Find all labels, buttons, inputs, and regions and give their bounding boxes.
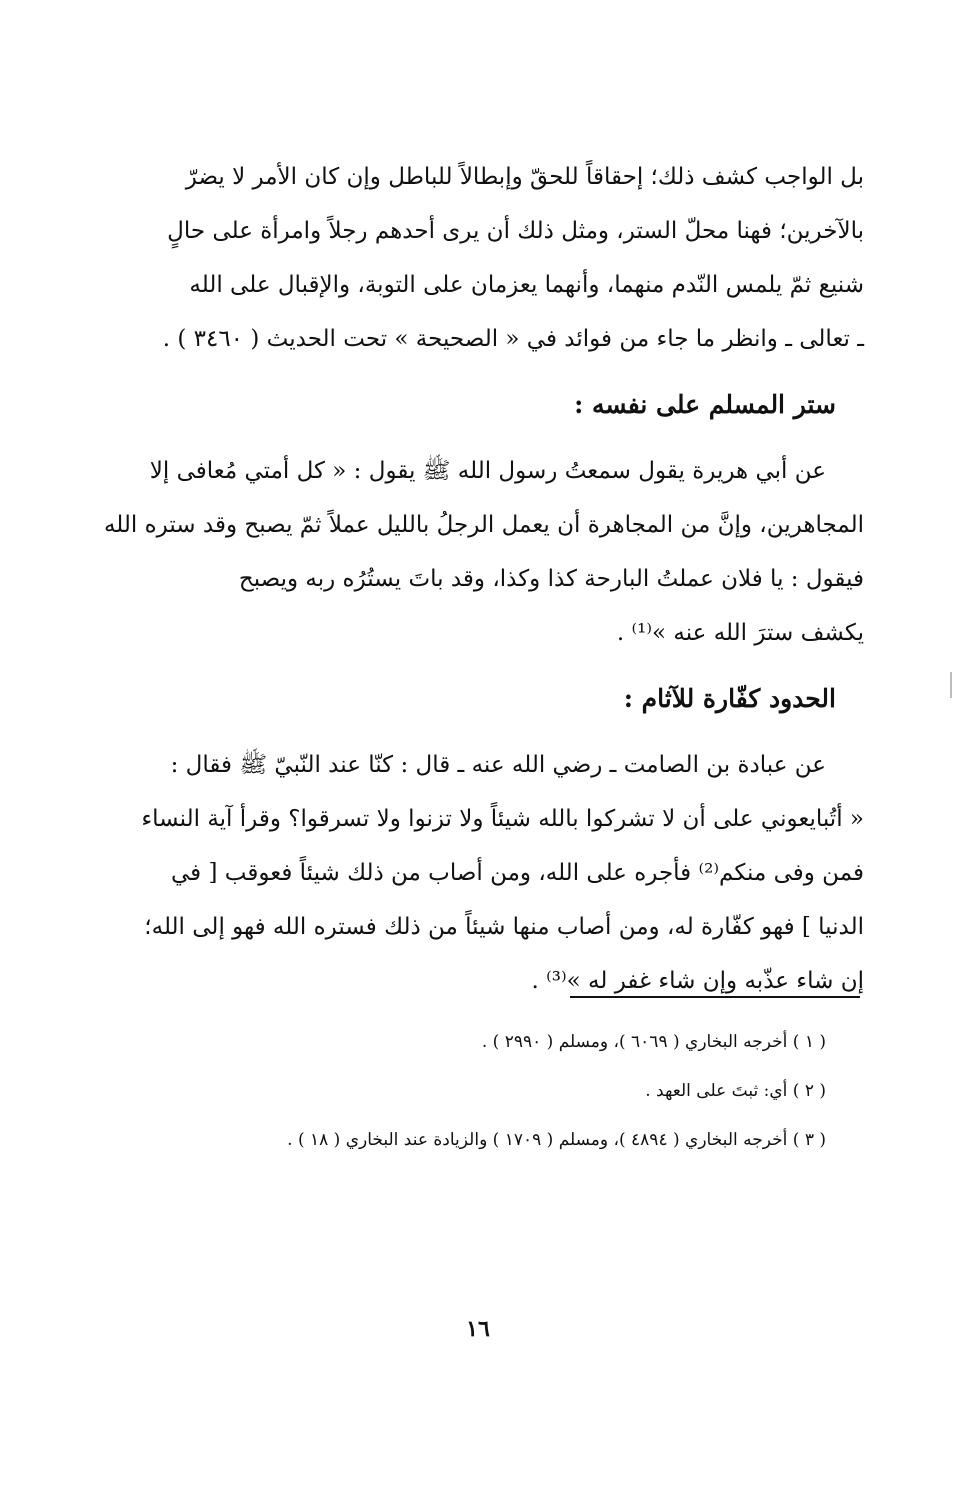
section-heading: الحدود كفّارة للآثام :: [623, 684, 836, 713]
text-line: إن شاء عذّبه وإن شاء غفر له »⁽³⁾ .: [531, 968, 864, 994]
text-line: فمن وفى منكم⁽²⁾ فأجره على الله، ومن أصاب من ذلك شيئاً فعوقب [ في: [171, 860, 864, 886]
text-line: عن عبادة بن الصامت ـ رضي الله عنه ـ قال : كنّا عند النّبيّ ﷺ فقال :: [170, 752, 826, 778]
text-line: شنيع ثمّ يلمس النّدم منهما، وأنهما يعزمان على التوبة، والإقبال على الله: [189, 272, 864, 298]
scan-edge-mark: [950, 672, 952, 698]
footnote-divider: [570, 996, 860, 998]
text-line: المجاهرين، وإنَّ من المجاهرة أن يعمل الرجلُ بالليل عملاً ثمّ يصبح وقد ستره الله: [103, 512, 864, 538]
text-line: يكشف سترَ الله عنه »⁽¹⁾ .: [616, 620, 864, 646]
text-line: عن أبي هريرة يقول سمعتُ رسول الله ﷺ يقول : « كل أمتي مُعافى إلا: [149, 458, 826, 484]
text-line: ـ تعالى ـ وانظر ما جاء من فوائد في « الصحيحة » تحت الحديث ( ٣٤٦٠ ) .: [162, 326, 864, 352]
footnotes: [126, 1018, 826, 1165]
text-line: « أتُبايعوني على أن لا تشركوا بالله شيئاً ولا تزنوا ولا تسرقوا؟ وقرأ آية النساء: [141, 806, 864, 832]
text-line: بالآخرين؛ فهنا محلّ الستر، ومثل ذلك أن يرى أحدهم رجلاً وامرأة على حالٍ: [167, 218, 864, 244]
footnote: ( ١ ) أخرجه البخاري ( ٦٠٦٩ )، ومسلم ( ٢٩٩٠ ) .: [481, 1032, 826, 1052]
paragraph-continuation: [96, 150, 864, 366]
text-line: بل الواجب كشف ذلك؛ إحقاقاً للحقّ وإبطالاً للباطل وإن كان الأمر لا يضرّ: [185, 164, 864, 190]
footnote: ( ٢ ) أي: ثبتَ على العهد .: [645, 1081, 826, 1101]
footnote: ( ٣ ) أخرجه البخاري ( ٤٨٩٤ )، ومسلم ( ١٧٠٩ ) والزيادة عند البخاري ( ١٨ ) .: [287, 1130, 826, 1150]
text-line: فيقول : يا فلان عملتُ البارحة كذا وكذا، وقد باتَ يستُرُه ربه ويصبح: [238, 566, 864, 592]
main-text: [96, 150, 864, 1008]
text-line: الدنيا ] فهو كفّارة له، ومن أصاب منها شيئاً من ذلك فستره الله فهو إلى الله؛: [144, 914, 864, 940]
hadith-paragraph: [96, 444, 864, 660]
hadith-paragraph: [96, 738, 864, 1008]
section-heading: ستر المسلم على نفسه :: [574, 390, 836, 419]
page-number: ١٦: [466, 1316, 490, 1342]
